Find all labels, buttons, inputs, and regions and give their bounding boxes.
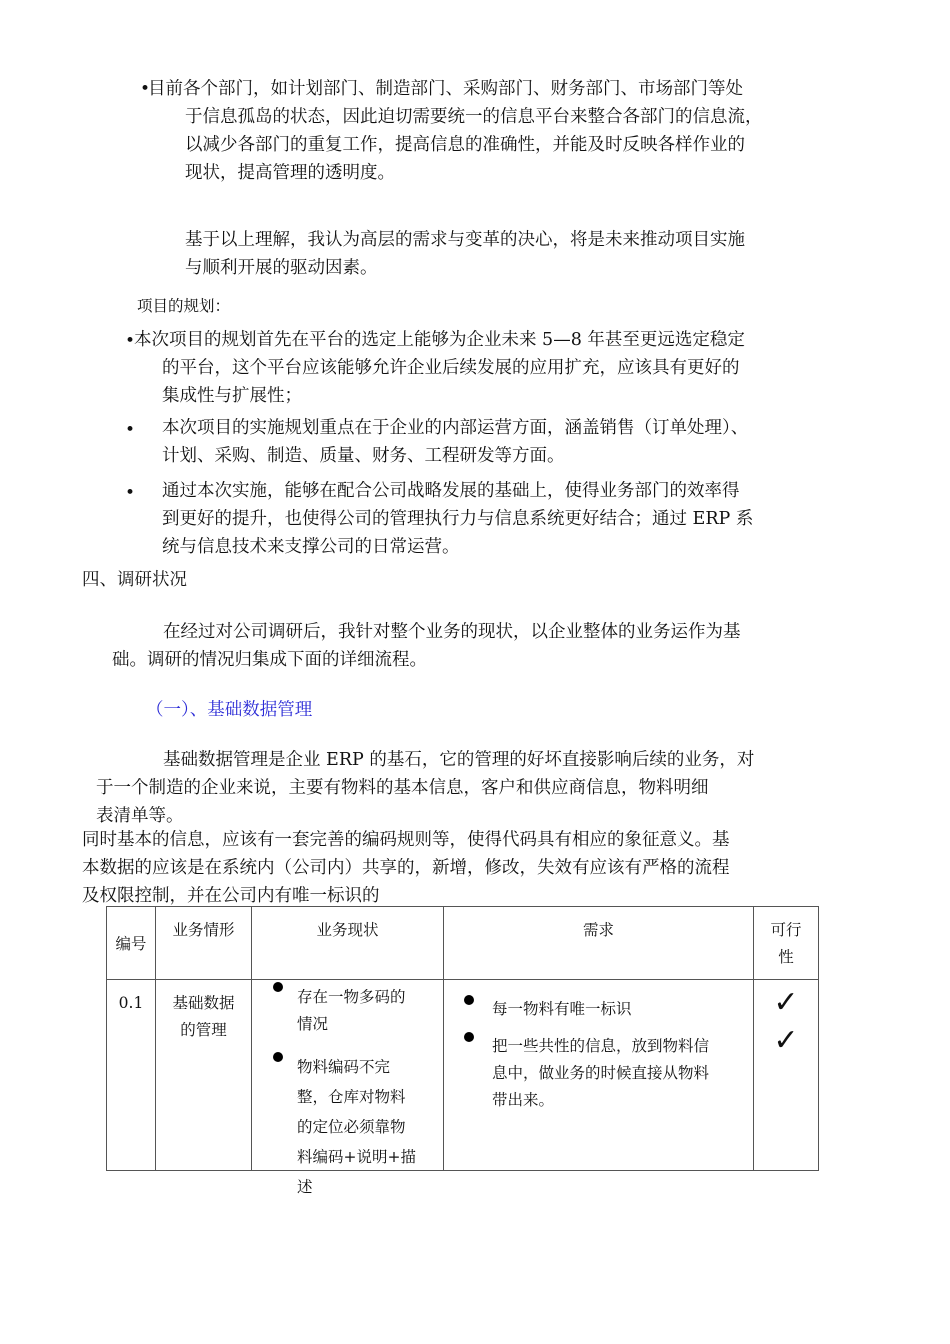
text-line: 目前各个部门，如计划部门、制造部门、采购部门、财务部门、市场部门等处: [148, 79, 743, 99]
row-no-value: 0.1: [118, 994, 144, 1012]
check-icon: ✓: [773, 1023, 799, 1058]
status-line: 述: [297, 1178, 313, 1196]
need-line: 带出来。: [492, 1091, 555, 1109]
bullet-icon: [273, 1052, 283, 1062]
row-case-line: 基础数据: [172, 994, 235, 1012]
status-line: 存在一物多码的: [297, 988, 406, 1006]
bullet-marker: •: [140, 79, 151, 99]
status-line: 的定位必须靠物: [297, 1118, 406, 1136]
need-line: 息中，做业务的时候直接从物料: [492, 1064, 710, 1082]
planning-heading: 项目的规划：: [137, 297, 231, 315]
header-case: [156, 907, 252, 980]
bullet-icon: [464, 1032, 474, 1042]
status-item: [297, 1054, 416, 1201]
text-line: 于信息孤岛的状态，因此迫切需要统一的信息平台来整合各部门的信息流，: [185, 107, 763, 127]
need-item: [492, 1033, 709, 1114]
bullet-icon: [273, 982, 283, 992]
status-item: [297, 984, 406, 1038]
text-line: 通过本次实施，能够在配合公司战略发展的基础上，使得业务部门的效率得: [162, 481, 740, 501]
text-line: 计划、采购、制造、质量、财务、工程研发等方面。: [162, 446, 565, 466]
cell-status: [252, 980, 444, 1196]
header-status-label: 业务现状: [316, 921, 379, 939]
text-line: 础。调研的情况归集成下面的详细流程。: [112, 650, 427, 670]
text-line: 于一个制造的企业来说，主要有物料的基本信息，客户和供应商信息，物料明细: [96, 778, 709, 798]
text-line: 的平台，这个平台应该能够允许企业后续发展的应用扩充，应该具有更好的: [162, 358, 740, 378]
text-line: 同时基本的信息，应该有一套完善的编码规则等，使得代码具有相应的象征意义。基: [82, 830, 730, 850]
table-row: [107, 980, 819, 1171]
text-line: 集成性与扩展性；: [162, 386, 302, 406]
bullet-marker: •: [125, 483, 136, 503]
text-line: 基于以上理解，我认为高层的需求与变革的决心，将是未来推动项目实施: [185, 230, 745, 250]
header-status: [252, 907, 444, 980]
text-line: 本次项目的规划首先在平台的选定上能够为企业未来 5—8 年甚至更远选定稳定: [134, 330, 745, 350]
status-line: 整，仓库对物料: [297, 1088, 406, 1106]
header-feasible-label: 可行: [770, 921, 802, 939]
text-line: 本次项目的实施规划重点在于企业的内部运营方面，涵盖销售（订单处理）、: [162, 418, 749, 438]
text-line: 统与信息技术来支撑公司的日常运营。: [162, 537, 460, 557]
need-item: [492, 996, 632, 1023]
header-feasible: [754, 907, 819, 980]
header-no: [107, 907, 156, 980]
text-line: 本数据的应该是在系统内（公司内）共享的，新增，修改，失效有应该有严格的流程: [82, 858, 730, 878]
header-feasible-label: 性: [778, 948, 794, 966]
need-line: 每一物料有唯一标识: [492, 1000, 632, 1018]
status-line: 物料编码不完: [297, 1058, 391, 1076]
text-line: 以减少各部门的重复工作，提高信息的准确性，并能及时反映各样作业的: [185, 135, 745, 155]
cell-case: [156, 980, 252, 1171]
text-line: 表清单等。: [96, 806, 184, 826]
bullet-marker: •: [125, 420, 136, 440]
table-header-row: [107, 907, 819, 980]
header-no-label: 编号: [115, 935, 147, 953]
cell-need: [444, 980, 754, 1171]
text-line: 与顺利开展的驱动因素。: [185, 258, 378, 278]
header-need: [444, 907, 754, 980]
status-line: 情况: [297, 1015, 329, 1033]
check-icon: ✓: [773, 985, 799, 1020]
text-line: 到更好的提升，也使得公司的管理执行力与信息系统更好结合；通过 ERP 系: [162, 509, 754, 529]
text-line: 基础数据管理是企业 ERP 的基石，它的管理的好坏直接影响后续的业务，对: [163, 750, 755, 770]
text-line: 在经过对公司调研后，我针对整个业务的现状，以企业整体的业务运作为基: [163, 622, 741, 642]
need-line: 把一些共性的信息，放到物料信: [492, 1037, 710, 1055]
status-line: 料编码+说明+描: [297, 1148, 416, 1166]
header-need-label: 需求: [582, 921, 614, 939]
row-case-line: 的管理: [180, 1021, 227, 1039]
section-title: 四、调研状况: [82, 570, 187, 590]
bullet-icon: [464, 995, 474, 1005]
requirements-table: [106, 906, 819, 1196]
text-line: 及权限控制，并在公司内有唯一标识的: [82, 886, 380, 906]
subsection-title: （一）、基础数据管理: [146, 700, 313, 720]
bullet-marker: •: [125, 331, 136, 351]
cell-no: [107, 980, 156, 1171]
cell-feasible: [754, 980, 819, 1171]
text-line: 现状，提高管理的透明度。: [185, 163, 395, 183]
header-case-label: 业务情形: [172, 921, 235, 939]
